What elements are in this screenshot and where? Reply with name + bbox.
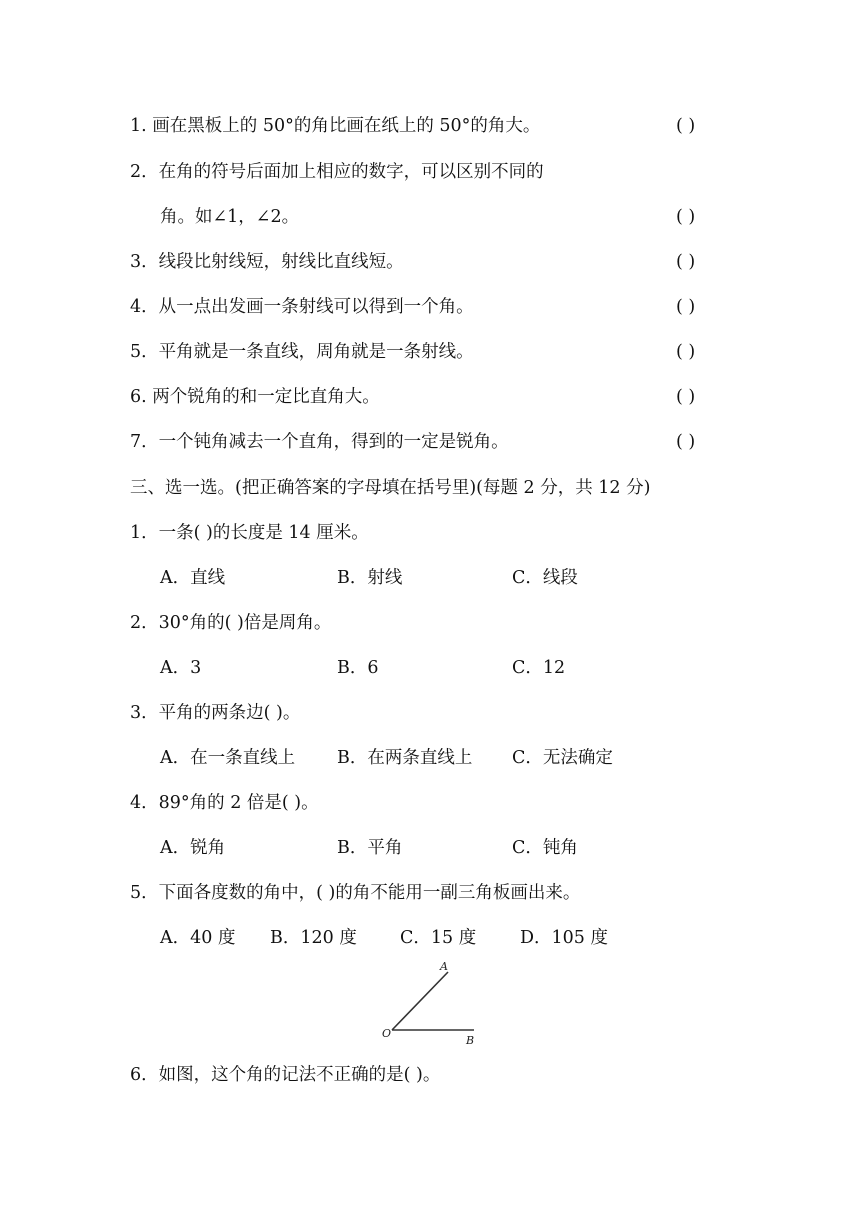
- label-a: A: [440, 960, 448, 973]
- judgement-item-5: 5．平角就是一条直线，周角就是一条射线。: [130, 342, 474, 362]
- choice-question-1: 1．一条( )的长度是 14 厘米。: [130, 523, 369, 543]
- answer-paren-5[interactable]: ( ): [676, 342, 696, 362]
- q4-option-a[interactable]: A．锐角: [160, 838, 226, 858]
- answer-paren-6[interactable]: ( ): [676, 387, 696, 407]
- choice-question-4: 4．89°角的 2 倍是( )。: [130, 793, 319, 813]
- q4-option-c[interactable]: C．钝角: [512, 838, 578, 858]
- q2-option-b[interactable]: B．6: [337, 658, 379, 678]
- q2-option-c[interactable]: C．12: [512, 658, 566, 678]
- judgement-item-6: 6. 两个锐角的和一定比直角大。: [130, 387, 380, 407]
- q5-option-b[interactable]: B．120 度: [270, 928, 357, 948]
- section-3-heading: 三、选一选。(把正确答案的字母填在括号里)(每题 2 分，共 12 分): [130, 478, 651, 498]
- judgement-item-1: 1. 画在黑板上的 50°的角比画在纸上的 50°的角大。: [130, 116, 541, 136]
- choice-question-5: 5．下面各度数的角中，( )的角不能用一副三角板画出来。: [130, 883, 581, 903]
- label-b: B: [466, 1034, 475, 1047]
- answer-paren-1[interactable]: ( ): [676, 116, 696, 136]
- answer-paren-3[interactable]: ( ): [676, 252, 696, 272]
- q4-option-b[interactable]: B．平角: [337, 838, 403, 858]
- answer-paren-7[interactable]: ( ): [676, 432, 696, 452]
- q1-option-a[interactable]: A．直线: [160, 568, 226, 588]
- choice-question-6: 6．如图，这个角的记法不正确的是( )。: [130, 1065, 441, 1085]
- angle-aob-figure: [378, 958, 488, 1050]
- q5-option-c[interactable]: C．15 度: [400, 928, 477, 948]
- q3-option-b[interactable]: B．在两条直线上: [337, 748, 473, 768]
- answer-paren-2[interactable]: ( ): [676, 207, 696, 227]
- judgement-item-3: 3．线段比射线短，射线比直线短。: [130, 252, 404, 272]
- q1-option-c[interactable]: C．线段: [512, 568, 578, 588]
- q3-option-a[interactable]: A．在一条直线上: [160, 748, 296, 768]
- answer-paren-4[interactable]: ( ): [676, 297, 696, 317]
- q1-option-b[interactable]: B．射线: [337, 568, 403, 588]
- q2-option-a[interactable]: A．3: [160, 658, 202, 678]
- judgement-item-2: 2．在角的符号后面加上相应的数字，可以区别不同的: [130, 162, 544, 182]
- judgement-item-4: 4．从一点出发画一条射线可以得到一个角。: [130, 297, 474, 317]
- label-o: O: [382, 1027, 392, 1040]
- judgement-item-7: 7．一个钝角减去一个直角，得到的一定是锐角。: [130, 432, 509, 452]
- choice-question-3: 3．平角的两条边( )。: [130, 703, 301, 723]
- choice-question-2: 2．30°角的( )倍是周角。: [130, 613, 332, 633]
- q3-option-c[interactable]: C．无法确定: [512, 748, 613, 768]
- q5-option-d[interactable]: D．105 度: [520, 928, 608, 948]
- q5-option-a[interactable]: A．40 度: [160, 928, 236, 948]
- judgement-item-2-continued: 角。如∠1，∠2。: [160, 207, 300, 227]
- ray-oa: [392, 972, 448, 1030]
